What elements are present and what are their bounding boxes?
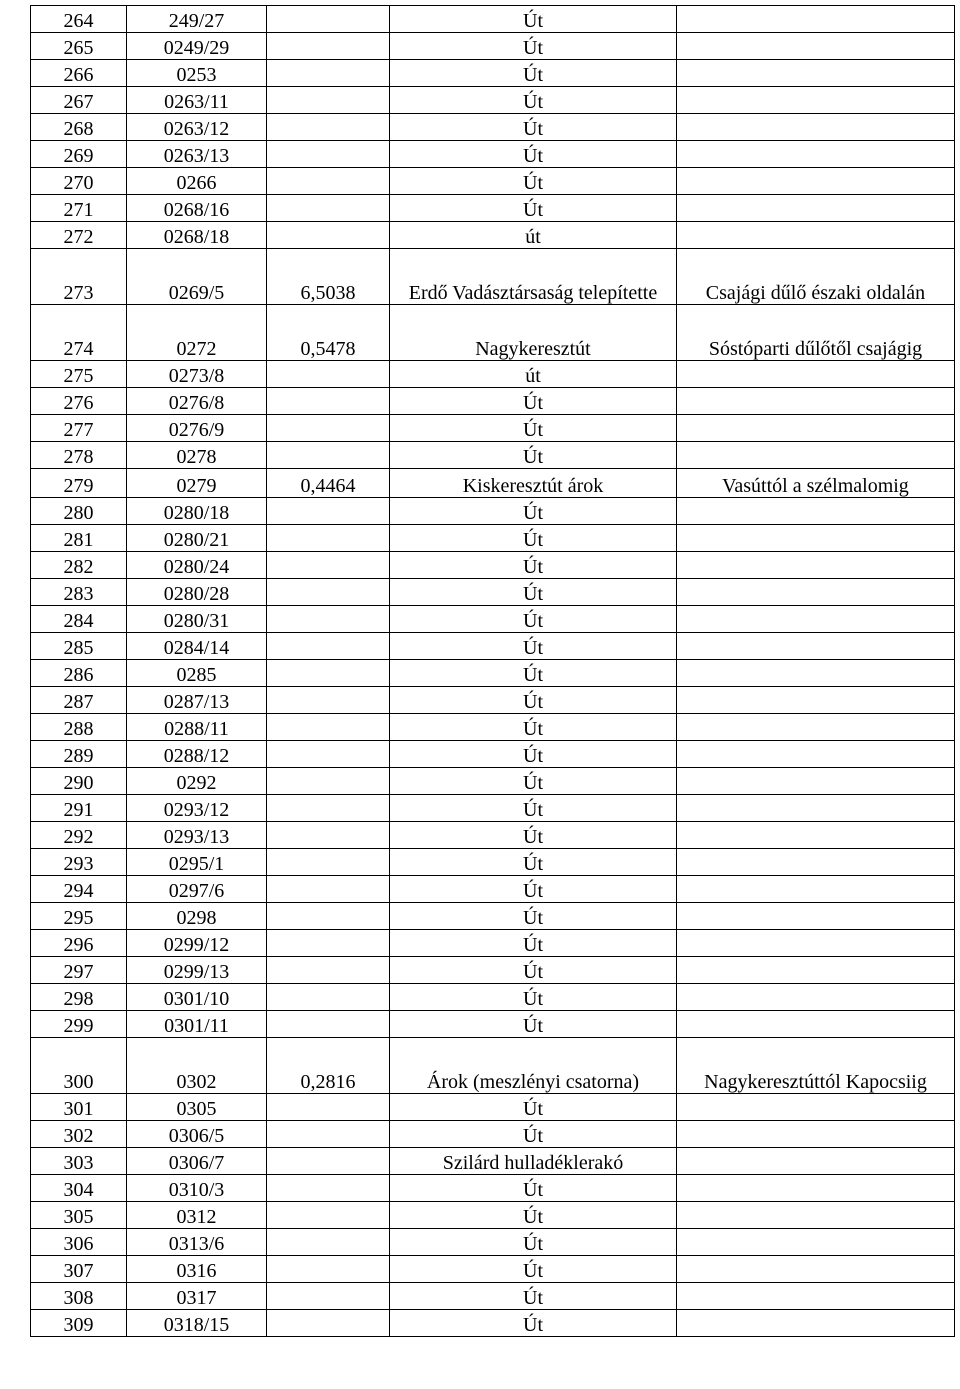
location-cell: [677, 141, 955, 168]
row-number-cell: 268: [31, 114, 127, 141]
table-row: [31, 305, 955, 361]
parcel-number-cell: 0310/3: [127, 1175, 267, 1202]
table-row: [31, 1256, 955, 1283]
parcel-number-cell: 0263/11: [127, 87, 267, 114]
row-number-cell: 274: [31, 305, 127, 361]
area-cell: [267, 552, 390, 579]
parcel-number-cell: 0273/8: [127, 361, 267, 388]
parcel-number-cell: 0301/11: [127, 1011, 267, 1038]
table-row: [31, 876, 955, 903]
area-cell: [267, 388, 390, 415]
row-number-cell: 277: [31, 415, 127, 442]
location-cell: [677, 87, 955, 114]
row-number-cell: 308: [31, 1283, 127, 1310]
land-use-cell: Út: [390, 687, 677, 714]
location-cell: [677, 60, 955, 87]
table-row: [31, 1310, 955, 1337]
location-cell: [677, 606, 955, 633]
area-cell: [267, 741, 390, 768]
land-use-cell: Út: [390, 195, 677, 222]
table-row: [31, 1283, 955, 1310]
table-row: [31, 6, 955, 33]
area-cell: [267, 1310, 390, 1337]
area-cell: [267, 1202, 390, 1229]
table-row: [31, 361, 955, 388]
area-cell: [267, 6, 390, 33]
parcel-number-cell: 0299/13: [127, 957, 267, 984]
location-cell: [677, 660, 955, 687]
location-cell: [677, 795, 955, 822]
area-cell: [267, 984, 390, 1011]
parcel-number-cell: 0285: [127, 660, 267, 687]
row-number-cell: 286: [31, 660, 127, 687]
row-number-cell: 279: [31, 469, 127, 498]
table-row: [31, 415, 955, 442]
row-number-cell: 309: [31, 1310, 127, 1337]
row-number-cell: 283: [31, 579, 127, 606]
location-cell: [677, 1094, 955, 1121]
land-use-cell: Út: [390, 714, 677, 741]
area-cell: [267, 849, 390, 876]
area-cell: [267, 1094, 390, 1121]
land-use-cell: Út: [390, 114, 677, 141]
area-cell: [267, 876, 390, 903]
location-cell: [677, 1310, 955, 1337]
location-cell: Sóstóparti dűlőtől csajágig: [677, 305, 955, 361]
row-number-cell: 301: [31, 1094, 127, 1121]
table-row: [31, 60, 955, 87]
land-use-cell: Út: [390, 849, 677, 876]
row-number-cell: 282: [31, 552, 127, 579]
parcel-number-cell: 0263/13: [127, 141, 267, 168]
area-cell: [267, 361, 390, 388]
location-cell: [677, 388, 955, 415]
land-use-cell: Út: [390, 795, 677, 822]
table-row: [31, 249, 955, 305]
area-cell: [267, 768, 390, 795]
parcel-number-cell: 0284/14: [127, 633, 267, 660]
land-use-cell: Út: [390, 1175, 677, 1202]
row-number-cell: 266: [31, 60, 127, 87]
row-number-cell: 287: [31, 687, 127, 714]
row-number-cell: 293: [31, 849, 127, 876]
row-number-cell: 275: [31, 361, 127, 388]
land-use-cell: Út: [390, 168, 677, 195]
area-cell: [267, 687, 390, 714]
parcel-number-cell: 0306/5: [127, 1121, 267, 1148]
area-cell: 0,5478: [267, 305, 390, 361]
table-row: [31, 525, 955, 552]
table-row: [31, 633, 955, 660]
table-row: [31, 984, 955, 1011]
parcel-number-cell: 0253: [127, 60, 267, 87]
land-use-cell: Út: [390, 415, 677, 442]
area-cell: [267, 822, 390, 849]
area-cell: [267, 795, 390, 822]
land-use-cell: Út: [390, 1256, 677, 1283]
parcel-number-cell: 0276/8: [127, 388, 267, 415]
table-row: [31, 714, 955, 741]
row-number-cell: 271: [31, 195, 127, 222]
land-use-cell: Árok (meszlényi csatorna): [390, 1038, 677, 1094]
land-use-cell: Út: [390, 903, 677, 930]
parcel-number-cell: 0317: [127, 1283, 267, 1310]
land-use-cell: Út: [390, 957, 677, 984]
area-cell: [267, 114, 390, 141]
row-number-cell: 265: [31, 33, 127, 60]
table-row: [31, 388, 955, 415]
table-row: [31, 957, 955, 984]
area-cell: 0,2816: [267, 1038, 390, 1094]
parcel-number-cell: 0280/21: [127, 525, 267, 552]
location-cell: [677, 442, 955, 469]
land-use-cell: Út: [390, 1094, 677, 1121]
location-cell: [677, 1256, 955, 1283]
row-number-cell: 285: [31, 633, 127, 660]
land-use-cell: Út: [390, 579, 677, 606]
table-body: [31, 6, 955, 1337]
land-use-cell: Út: [390, 741, 677, 768]
parcel-number-cell: 0266: [127, 168, 267, 195]
land-use-cell: Út: [390, 141, 677, 168]
land-use-cell: Út: [390, 1229, 677, 1256]
location-cell: [677, 33, 955, 60]
parcel-number-cell: 0301/10: [127, 984, 267, 1011]
location-cell: [677, 195, 955, 222]
parcel-number-cell: 0272: [127, 305, 267, 361]
location-cell: [677, 1202, 955, 1229]
table-row: [31, 1121, 955, 1148]
table-row: [31, 822, 955, 849]
location-cell: [677, 168, 955, 195]
land-use-cell: Kiskeresztút árok: [390, 469, 677, 498]
parcel-number-cell: 0288/11: [127, 714, 267, 741]
location-cell: [677, 1011, 955, 1038]
parcel-number-cell: 0306/7: [127, 1148, 267, 1175]
land-use-cell: Út: [390, 606, 677, 633]
parcel-number-cell: 0316: [127, 1256, 267, 1283]
area-cell: [267, 930, 390, 957]
land-use-cell: Út: [390, 525, 677, 552]
land-use-cell: Út: [390, 1283, 677, 1310]
row-number-cell: 307: [31, 1256, 127, 1283]
row-number-cell: 303: [31, 1148, 127, 1175]
area-cell: [267, 33, 390, 60]
area-cell: [267, 525, 390, 552]
location-cell: [677, 687, 955, 714]
row-number-cell: 276: [31, 388, 127, 415]
row-number-cell: 272: [31, 222, 127, 249]
parcel-number-cell: 0313/6: [127, 1229, 267, 1256]
parcel-number-cell: 0280/24: [127, 552, 267, 579]
parcel-number-cell: 0318/15: [127, 1310, 267, 1337]
location-cell: [677, 114, 955, 141]
row-number-cell: 281: [31, 525, 127, 552]
parcel-number-cell: 0292: [127, 768, 267, 795]
location-cell: [677, 1229, 955, 1256]
area-cell: [267, 1121, 390, 1148]
location-cell: [677, 876, 955, 903]
parcel-number-cell: 0276/9: [127, 415, 267, 442]
row-number-cell: 278: [31, 442, 127, 469]
parcel-number-cell: 0287/13: [127, 687, 267, 714]
land-use-cell: út: [390, 361, 677, 388]
table-row: [31, 1038, 955, 1094]
land-use-cell: Út: [390, 1011, 677, 1038]
table-row: [31, 1148, 955, 1175]
land-use-cell: Út: [390, 984, 677, 1011]
location-cell: [677, 6, 955, 33]
table-row: [31, 1175, 955, 1202]
area-cell: 0,4464: [267, 469, 390, 498]
row-number-cell: 295: [31, 903, 127, 930]
parcel-number-cell: 0263/12: [127, 114, 267, 141]
area-cell: [267, 498, 390, 525]
parcel-number-cell: 0288/12: [127, 741, 267, 768]
location-cell: [677, 957, 955, 984]
land-use-cell: Út: [390, 633, 677, 660]
land-use-cell: Út: [390, 498, 677, 525]
land-use-cell: út: [390, 222, 677, 249]
table-row: [31, 442, 955, 469]
land-use-cell: Út: [390, 930, 677, 957]
land-use-cell: Út: [390, 60, 677, 87]
table-row: [31, 195, 955, 222]
table-row: [31, 849, 955, 876]
table-row: [31, 1011, 955, 1038]
parcel-number-cell: 0312: [127, 1202, 267, 1229]
table-row: [31, 1094, 955, 1121]
table-row: [31, 903, 955, 930]
location-cell: Nagykeresztúttól Kapocsiig: [677, 1038, 955, 1094]
land-use-cell: Út: [390, 87, 677, 114]
row-number-cell: 289: [31, 741, 127, 768]
parcel-number-cell: 0268/16: [127, 195, 267, 222]
row-number-cell: 296: [31, 930, 127, 957]
row-number-cell: 290: [31, 768, 127, 795]
land-use-cell: Út: [390, 822, 677, 849]
area-cell: [267, 1148, 390, 1175]
land-use-cell: Út: [390, 660, 677, 687]
area-cell: [267, 1283, 390, 1310]
area-cell: [267, 1256, 390, 1283]
parcel-number-cell: 0293/12: [127, 795, 267, 822]
table-row: [31, 222, 955, 249]
row-number-cell: 291: [31, 795, 127, 822]
location-cell: [677, 222, 955, 249]
parcel-number-cell: 0280/31: [127, 606, 267, 633]
land-use-cell: Út: [390, 768, 677, 795]
row-number-cell: 297: [31, 957, 127, 984]
area-cell: [267, 903, 390, 930]
land-use-cell: Út: [390, 6, 677, 33]
parcel-number-cell: 0299/12: [127, 930, 267, 957]
table-row: [31, 768, 955, 795]
area-cell: [267, 60, 390, 87]
parcel-number-cell: 249/27: [127, 6, 267, 33]
location-cell: [677, 741, 955, 768]
location-cell: Csajági dűlő északi oldalán: [677, 249, 955, 305]
land-use-cell: Út: [390, 442, 677, 469]
location-cell: [677, 525, 955, 552]
row-number-cell: 292: [31, 822, 127, 849]
row-number-cell: 264: [31, 6, 127, 33]
area-cell: [267, 222, 390, 249]
area-cell: [267, 1011, 390, 1038]
row-number-cell: 302: [31, 1121, 127, 1148]
location-cell: [677, 903, 955, 930]
location-cell: [677, 361, 955, 388]
row-number-cell: 269: [31, 141, 127, 168]
table-row: [31, 741, 955, 768]
land-use-cell: Út: [390, 1310, 677, 1337]
parcel-number-cell: 0302: [127, 1038, 267, 1094]
parcel-number-cell: 0249/29: [127, 33, 267, 60]
table-row: [31, 87, 955, 114]
row-number-cell: 288: [31, 714, 127, 741]
area-cell: [267, 606, 390, 633]
table-row: [31, 469, 955, 498]
area-cell: [267, 714, 390, 741]
table-row: [31, 1202, 955, 1229]
parcel-number-cell: 0269/5: [127, 249, 267, 305]
parcel-number-cell: 0280/18: [127, 498, 267, 525]
row-number-cell: 294: [31, 876, 127, 903]
location-cell: [677, 930, 955, 957]
row-number-cell: 306: [31, 1229, 127, 1256]
table-row: [31, 579, 955, 606]
area-cell: [267, 957, 390, 984]
row-number-cell: 299: [31, 1011, 127, 1038]
land-use-cell: Út: [390, 1202, 677, 1229]
land-use-cell: Erdő Vadásztársaság telepítette: [390, 249, 677, 305]
location-cell: [677, 822, 955, 849]
location-cell: [677, 1121, 955, 1148]
location-cell: [677, 1148, 955, 1175]
parcel-number-cell: 0268/18: [127, 222, 267, 249]
area-cell: [267, 1229, 390, 1256]
table-row: [31, 33, 955, 60]
location-cell: [677, 633, 955, 660]
area-cell: [267, 415, 390, 442]
table-row: [31, 1229, 955, 1256]
table-row: [31, 660, 955, 687]
area-cell: [267, 1175, 390, 1202]
row-number-cell: 273: [31, 249, 127, 305]
location-cell: [677, 984, 955, 1011]
area-cell: [267, 168, 390, 195]
land-register-table: [30, 5, 955, 1337]
parcel-number-cell: 0278: [127, 442, 267, 469]
parcel-number-cell: 0305: [127, 1094, 267, 1121]
location-cell: Vasúttól a szélmalomig: [677, 469, 955, 498]
area-cell: [267, 87, 390, 114]
area-cell: [267, 442, 390, 469]
location-cell: [677, 1175, 955, 1202]
area-cell: [267, 633, 390, 660]
row-number-cell: 267: [31, 87, 127, 114]
land-use-cell: Út: [390, 1121, 677, 1148]
land-use-cell: Szilárd hulladéklerakó: [390, 1148, 677, 1175]
row-number-cell: 284: [31, 606, 127, 633]
land-use-cell: Út: [390, 876, 677, 903]
land-use-cell: Út: [390, 388, 677, 415]
table-row: [31, 114, 955, 141]
row-number-cell: 300: [31, 1038, 127, 1094]
location-cell: [677, 1283, 955, 1310]
location-cell: [677, 579, 955, 606]
location-cell: [677, 552, 955, 579]
parcel-number-cell: 0297/6: [127, 876, 267, 903]
row-number-cell: 304: [31, 1175, 127, 1202]
area-cell: 6,5038: [267, 249, 390, 305]
location-cell: [677, 498, 955, 525]
table-row: [31, 498, 955, 525]
land-use-cell: Út: [390, 33, 677, 60]
area-cell: [267, 195, 390, 222]
table-row: [31, 552, 955, 579]
row-number-cell: 305: [31, 1202, 127, 1229]
parcel-number-cell: 0280/28: [127, 579, 267, 606]
row-number-cell: 298: [31, 984, 127, 1011]
location-cell: [677, 768, 955, 795]
land-use-cell: Út: [390, 552, 677, 579]
area-cell: [267, 141, 390, 168]
area-cell: [267, 579, 390, 606]
location-cell: [677, 415, 955, 442]
land-use-cell: Nagykeresztút: [390, 305, 677, 361]
parcel-number-cell: 0279: [127, 469, 267, 498]
location-cell: [677, 849, 955, 876]
table-row: [31, 168, 955, 195]
table-row: [31, 795, 955, 822]
parcel-number-cell: 0295/1: [127, 849, 267, 876]
parcel-number-cell: 0298: [127, 903, 267, 930]
row-number-cell: 280: [31, 498, 127, 525]
table-row: [31, 930, 955, 957]
parcel-number-cell: 0293/13: [127, 822, 267, 849]
row-number-cell: 270: [31, 168, 127, 195]
area-cell: [267, 660, 390, 687]
location-cell: [677, 714, 955, 741]
table-row: [31, 606, 955, 633]
table-row: [31, 687, 955, 714]
table-row: [31, 141, 955, 168]
